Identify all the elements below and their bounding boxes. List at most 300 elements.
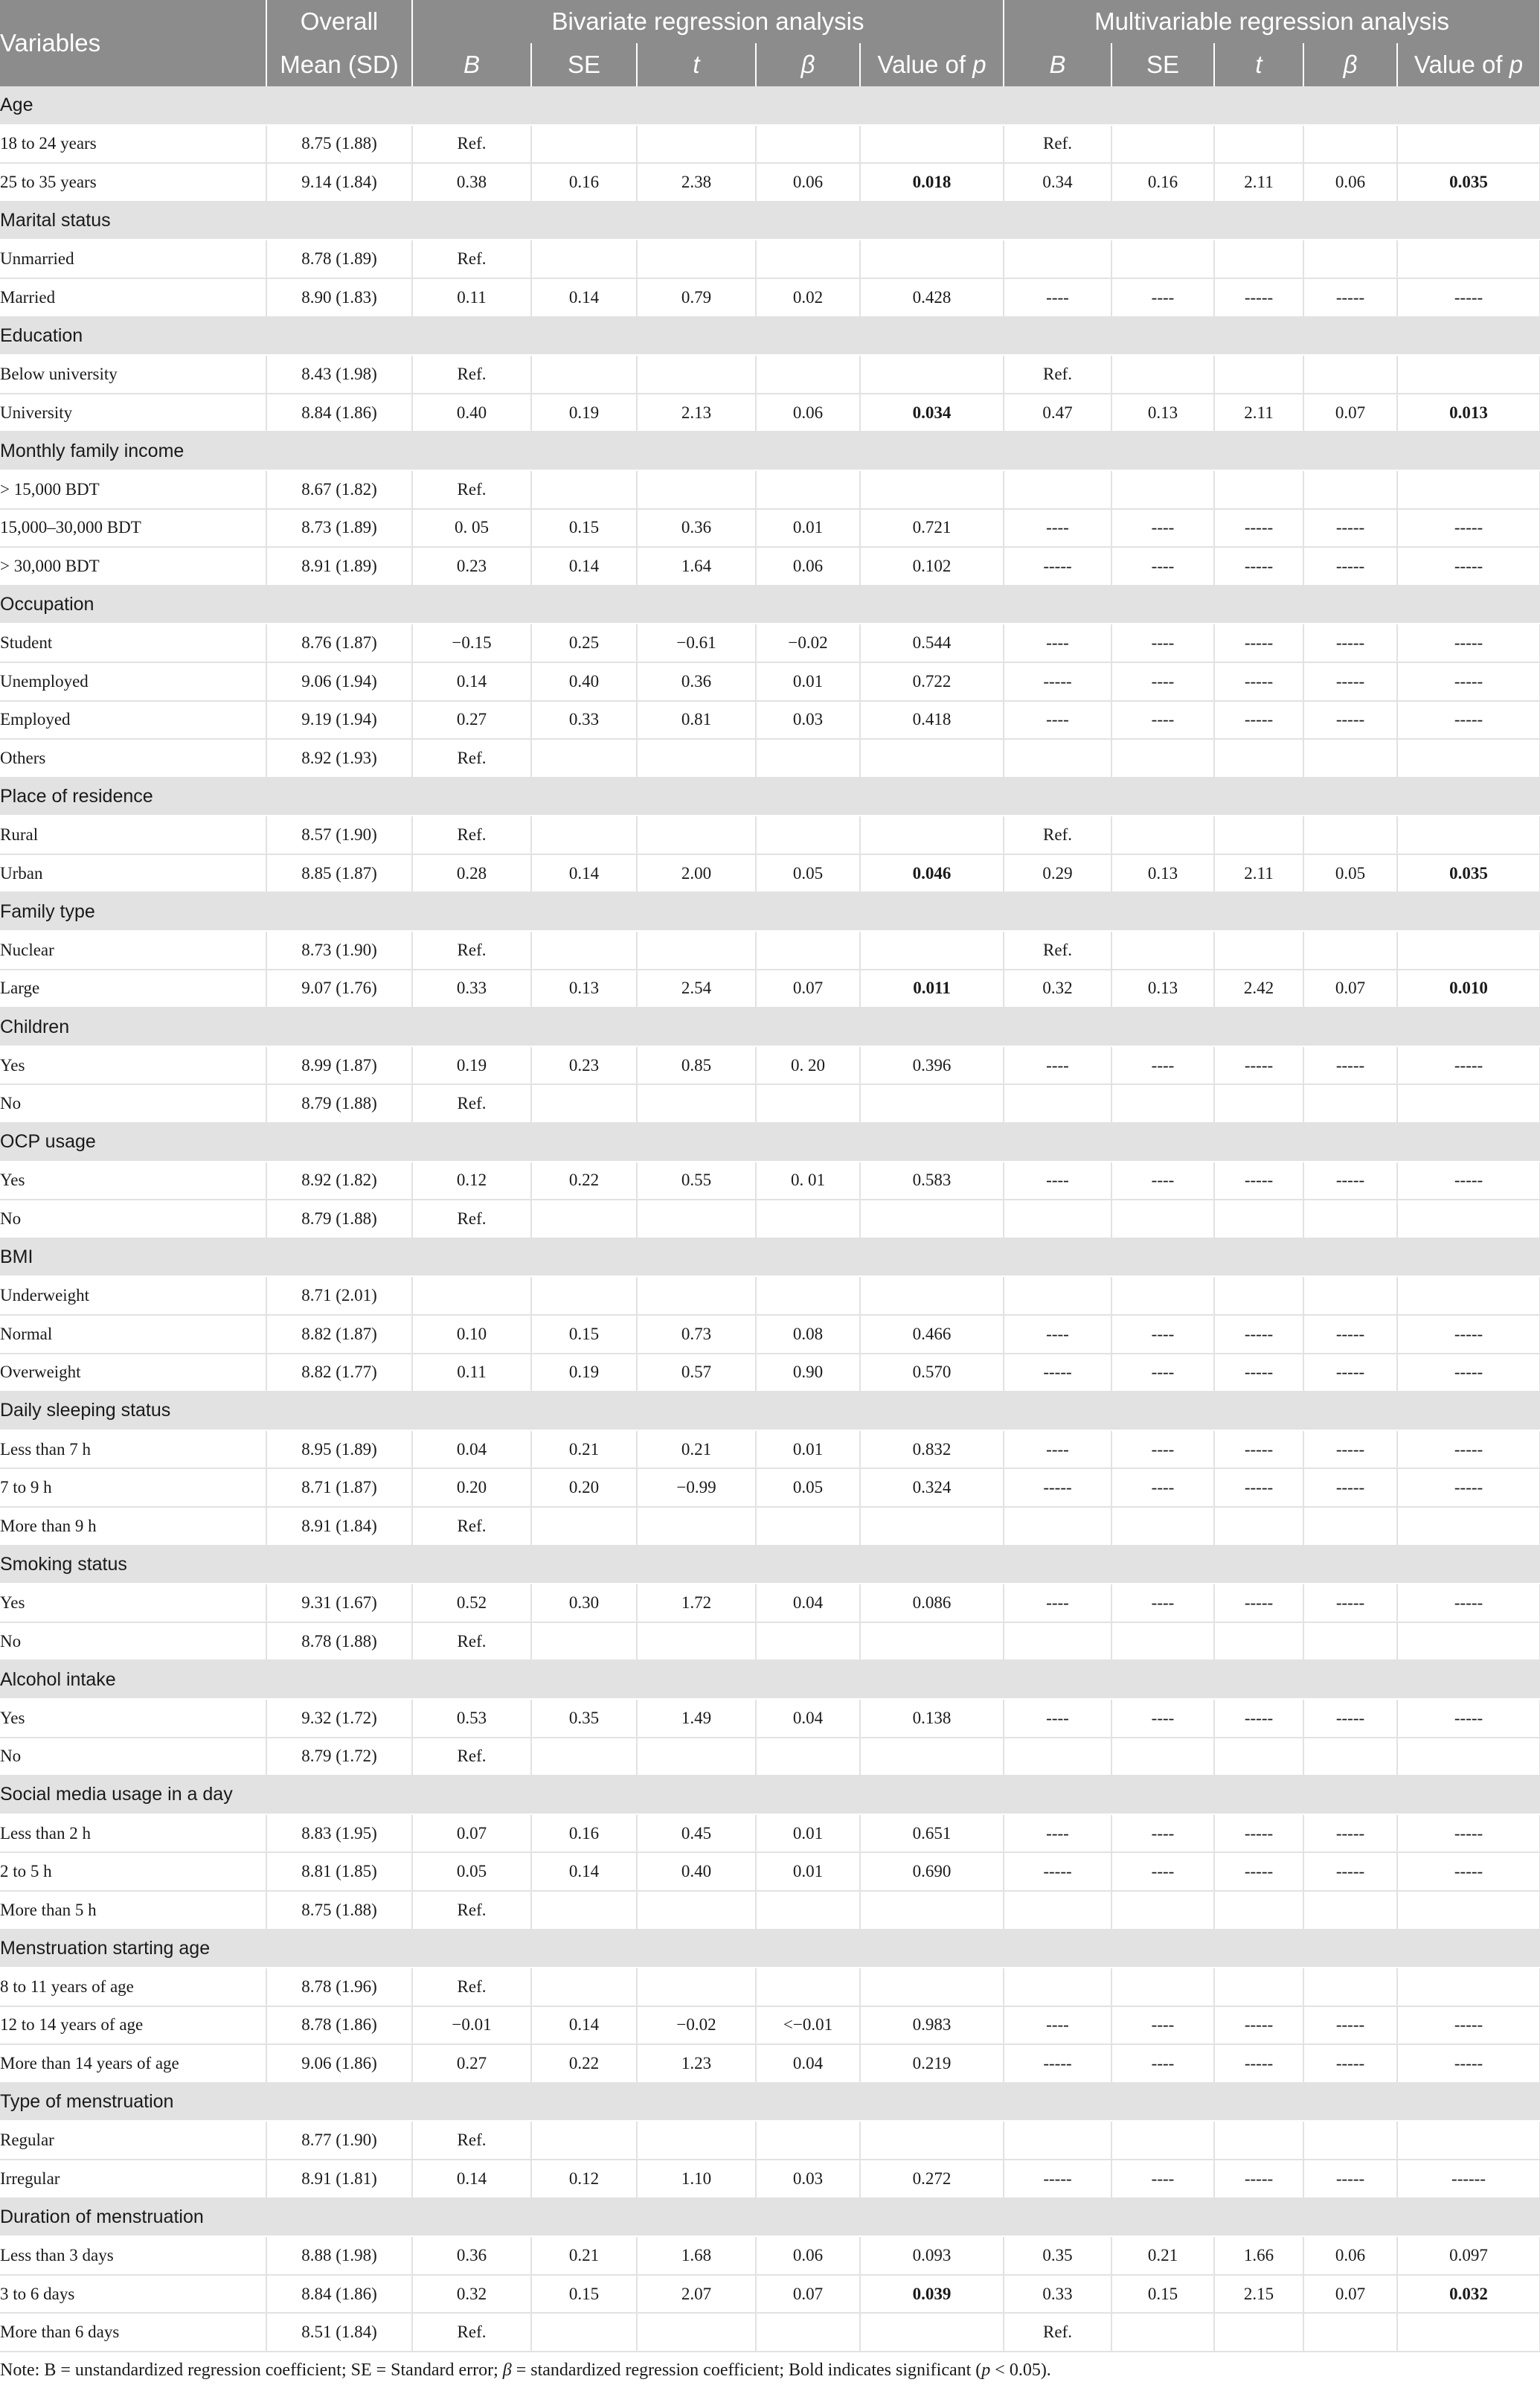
row-label: 18 to 24 years (0, 125, 266, 164)
b-cell: Ref. (412, 2121, 531, 2160)
b-cell: 0.40 (412, 394, 531, 432)
header-row-1 (0, 0, 1540, 43)
t-multi-cell (1214, 1738, 1303, 1776)
p-value-multi-cell (1397, 1507, 1540, 1546)
category-row (0, 2083, 1540, 2122)
t-cell (637, 470, 756, 509)
table-row (0, 1315, 1540, 1354)
beta-multi-cell: 0.06 (1303, 163, 1397, 202)
category-row (0, 2198, 1540, 2237)
beta-multi-cell: ----- (1303, 1046, 1397, 1085)
p-value-multi-cell: ----- (1397, 509, 1540, 548)
p-value-cell (860, 355, 1004, 394)
b-multi-cell: ---- (1004, 624, 1111, 662)
t-cell: 1.68 (637, 2236, 756, 2275)
t-multi-cell: ----- (1214, 1046, 1303, 1085)
p-value-multi-cell (1397, 1738, 1540, 1776)
mean-sd-cell: 8.92 (1.93) (266, 739, 412, 778)
t-cell: 0.21 (637, 1430, 756, 1469)
se-multi-cell: 0.21 (1111, 2236, 1214, 2275)
se-cell: 0.12 (531, 2160, 637, 2198)
p-value-multi-cell (1397, 1622, 1540, 1661)
row-label: > 15,000 BDT (0, 470, 266, 509)
category-row (0, 86, 1540, 125)
p-value-multi-cell: ----- (1397, 624, 1540, 662)
table-row (0, 1084, 1540, 1123)
se-cell: 0.14 (531, 547, 637, 586)
beta-multi-cell: ----- (1303, 278, 1397, 317)
beta-cell: 0.03 (756, 2160, 860, 2198)
t-cell (637, 125, 756, 164)
row-label: Large (0, 970, 266, 1008)
beta-cell: 0.01 (756, 1814, 860, 1853)
b-cell: Ref. (412, 1507, 531, 1546)
mean-sd-cell: 8.75 (1.88) (266, 125, 412, 164)
table-row (0, 2160, 1540, 2198)
b-cell: Ref. (412, 931, 531, 970)
p-value-cell: 0.690 (860, 1852, 1004, 1891)
b-multi-cell: ----- (1004, 1852, 1111, 1891)
table-row (0, 1200, 1540, 1238)
p-value-cell (860, 1738, 1004, 1776)
header-p-letter: p (972, 51, 986, 78)
beta-cell: −0.02 (756, 624, 860, 662)
se-multi-cell (1111, 1200, 1214, 1238)
b-multi-cell (1004, 1200, 1111, 1238)
se-cell (531, 470, 637, 509)
header-beta-multi: β (1303, 43, 1397, 86)
p-value-cell (860, 1200, 1004, 1238)
mean-sd-cell: 8.92 (1.82) (266, 1162, 412, 1200)
category-title: Education (0, 317, 1540, 356)
category-title: Place of residence (0, 778, 1540, 816)
table-row (0, 2313, 1540, 2352)
t-cell (637, 2121, 756, 2160)
t-cell (637, 1084, 756, 1123)
p-value-multi-cell (1397, 240, 1540, 278)
t-multi-cell (1214, 2313, 1303, 2352)
se-multi-cell (1111, 355, 1214, 394)
b-multi-cell: ----- (1004, 547, 1111, 586)
beta-cell (756, 739, 860, 778)
b-cell: 0.27 (412, 701, 531, 740)
row-label: Underweight (0, 1276, 266, 1315)
b-cell: Ref. (412, 1622, 531, 1661)
se-cell: 0.30 (531, 1584, 637, 1622)
b-cell: 0.33 (412, 970, 531, 1008)
se-multi-cell: 0.13 (1111, 854, 1214, 893)
beta-cell (756, 931, 860, 970)
beta-multi-cell (1303, 1507, 1397, 1546)
header-mean-sd: Mean (SD) (266, 43, 412, 86)
se-multi-cell: ---- (1111, 1315, 1214, 1354)
beta-cell: 0.01 (756, 662, 860, 701)
p-value-cell: 0.428 (860, 278, 1004, 317)
b-cell: 0.14 (412, 662, 531, 701)
beta-cell (756, 1276, 860, 1315)
se-multi-cell (1111, 1968, 1214, 2006)
t-multi-cell (1214, 1891, 1303, 1930)
mean-sd-cell: 8.76 (1.87) (266, 624, 412, 662)
header-p-label-multi: Value of (1414, 51, 1503, 78)
beta-multi-cell (1303, 816, 1397, 854)
row-label: More than 9 h (0, 1507, 266, 1546)
mean-sd-cell: 8.99 (1.87) (266, 1046, 412, 1085)
row-label: 3 to 6 days (0, 2275, 266, 2314)
t-multi-cell (1214, 240, 1303, 278)
table-row (0, 2236, 1540, 2275)
mean-sd-cell: 8.78 (1.88) (266, 1622, 412, 1661)
se-multi-cell: 0.13 (1111, 394, 1214, 432)
beta-cell: 0.04 (756, 1584, 860, 1622)
p-value-multi-cell: 0.097 (1397, 2236, 1540, 2275)
t-cell (637, 355, 756, 394)
beta-multi-cell: ----- (1303, 1354, 1397, 1392)
row-label: 12 to 14 years of age (0, 2006, 266, 2045)
t-multi-cell: 2.42 (1214, 970, 1303, 1008)
table-row (0, 1046, 1540, 1085)
mean-sd-cell: 8.71 (2.01) (266, 1276, 412, 1315)
table-row (0, 739, 1540, 778)
b-cell: Ref. (412, 240, 531, 278)
beta-multi-cell: ----- (1303, 509, 1397, 548)
table-row (0, 2275, 1540, 2314)
row-label: 15,000–30,000 BDT (0, 509, 266, 548)
t-multi-cell: ----- (1214, 1699, 1303, 1738)
beta-multi-cell: ----- (1303, 547, 1397, 586)
t-cell: −0.61 (637, 624, 756, 662)
mean-sd-cell: 9.14 (1.84) (266, 163, 412, 202)
table-row (0, 931, 1540, 970)
b-cell: Ref. (412, 1084, 531, 1123)
mean-sd-cell: 9.06 (1.86) (266, 2044, 412, 2083)
t-multi-cell: ----- (1214, 1354, 1303, 1392)
t-cell: 1.10 (637, 2160, 756, 2198)
t-cell (637, 1507, 756, 1546)
beta-cell (756, 1084, 860, 1123)
table-row (0, 1468, 1540, 1507)
row-label: More than 14 years of age (0, 2044, 266, 2083)
b-cell: 0.38 (412, 163, 531, 202)
t-multi-cell: ----- (1214, 624, 1303, 662)
se-cell (531, 355, 637, 394)
b-multi-cell (1004, 1738, 1111, 1776)
b-cell: −0.01 (412, 2006, 531, 2045)
se-cell (531, 240, 637, 278)
p-value-cell: 0.039 (860, 2275, 1004, 2314)
beta-multi-cell: 0.07 (1303, 394, 1397, 432)
p-value-cell: 0.418 (860, 701, 1004, 740)
category-title: Age (0, 86, 1540, 125)
table-row (0, 1584, 1540, 1622)
category-title: Monthly family income (0, 432, 1540, 470)
se-cell: 0.22 (531, 2044, 637, 2083)
se-multi-cell: ---- (1111, 1468, 1214, 1507)
t-cell: 0.73 (637, 1315, 756, 1354)
t-multi-cell (1214, 739, 1303, 778)
row-label: University (0, 394, 266, 432)
header-se-multi: SE (1111, 43, 1214, 86)
table-row (0, 624, 1540, 662)
mean-sd-cell: 8.73 (1.89) (266, 509, 412, 548)
se-multi-cell (1111, 931, 1214, 970)
b-cell: −0.15 (412, 624, 531, 662)
mean-sd-cell: 8.78 (1.96) (266, 1968, 412, 2006)
mean-sd-cell: 8.95 (1.89) (266, 1430, 412, 1469)
p-value-cell (860, 931, 1004, 970)
b-cell: 0.36 (412, 2236, 531, 2275)
t-multi-cell: ----- (1214, 1814, 1303, 1853)
p-value-multi-cell: 0.032 (1397, 2275, 1540, 2314)
b-multi-cell: 0.35 (1004, 2236, 1111, 2275)
se-cell: 0.15 (531, 2275, 637, 2314)
se-multi-cell (1111, 1084, 1214, 1123)
p-value-multi-cell: ----- (1397, 547, 1540, 586)
b-cell: 0.20 (412, 1468, 531, 1507)
se-cell: 0.21 (531, 1430, 637, 1469)
table-row (0, 1430, 1540, 1469)
b-multi-cell (1004, 739, 1111, 778)
table-row (0, 2044, 1540, 2083)
category-title: Alcohol intake (0, 1660, 1540, 1699)
p-value-multi-cell (1397, 470, 1540, 509)
p-value-multi-cell (1397, 2313, 1540, 2352)
p-value-cell: 0.544 (860, 624, 1004, 662)
b-multi-cell (1004, 2121, 1111, 2160)
category-title: Social media usage in a day (0, 1776, 1540, 1814)
row-label: Irregular (0, 2160, 266, 2198)
se-cell (531, 931, 637, 970)
b-multi-cell (1004, 1276, 1111, 1315)
table-row (0, 2006, 1540, 2045)
header-overall: Overall (266, 0, 412, 43)
t-cell: 1.64 (637, 547, 756, 586)
se-cell: 0.20 (531, 1468, 637, 1507)
p-value-multi-cell: ----- (1397, 1468, 1540, 1507)
t-cell: 0.55 (637, 1162, 756, 1200)
t-multi-cell (1214, 1968, 1303, 2006)
b-multi-cell: 0.33 (1004, 2275, 1111, 2314)
t-cell: 2.13 (637, 394, 756, 432)
t-cell: −0.02 (637, 2006, 756, 2045)
t-cell (637, 1622, 756, 1661)
category-row (0, 1776, 1540, 1814)
table-row (0, 1891, 1540, 1930)
p-value-multi-cell: ----- (1397, 1814, 1540, 1853)
se-cell: 0.40 (531, 662, 637, 701)
se-cell (531, 1891, 637, 1930)
beta-multi-cell (1303, 2313, 1397, 2352)
se-cell (531, 1622, 637, 1661)
p-value-cell (860, 1968, 1004, 2006)
t-cell (637, 931, 756, 970)
se-cell: 0.25 (531, 624, 637, 662)
b-multi-cell: ---- (1004, 1584, 1111, 1622)
beta-multi-cell: 0.07 (1303, 2275, 1397, 2314)
category-title: BMI (0, 1238, 1540, 1277)
se-multi-cell (1111, 470, 1214, 509)
category-title: Menstruation starting age (0, 1930, 1540, 1968)
mean-sd-cell: 8.51 (1.84) (266, 2313, 412, 2352)
t-multi-cell (1214, 470, 1303, 509)
b-cell: 0.27 (412, 2044, 531, 2083)
mean-sd-cell: 8.73 (1.90) (266, 931, 412, 970)
table-row (0, 1354, 1540, 1392)
se-multi-cell: ---- (1111, 278, 1214, 317)
b-cell: 0.05 (412, 1852, 531, 1891)
table-row (0, 1622, 1540, 1661)
beta-cell: 0.04 (756, 1699, 860, 1738)
beta-multi-cell (1303, 1622, 1397, 1661)
p-value-cell (860, 240, 1004, 278)
p-value-multi-cell: ----- (1397, 1699, 1540, 1738)
t-multi-cell (1214, 125, 1303, 164)
table-row (0, 970, 1540, 1008)
mean-sd-cell: 9.19 (1.94) (266, 701, 412, 740)
t-cell (637, 1738, 756, 1776)
t-multi-cell: ----- (1214, 1468, 1303, 1507)
category-title: OCP usage (0, 1123, 1540, 1162)
category-title: Smoking status (0, 1546, 1540, 1584)
b-cell: 0.11 (412, 1354, 531, 1392)
p-value-cell (860, 1276, 1004, 1315)
header-b: B (412, 43, 531, 86)
b-multi-cell: ---- (1004, 2006, 1111, 2045)
se-multi-cell: 0.13 (1111, 970, 1214, 1008)
t-cell (637, 739, 756, 778)
se-multi-cell: ---- (1111, 701, 1214, 740)
mean-sd-cell: 8.77 (1.90) (266, 2121, 412, 2160)
p-value-multi-cell: ----- (1397, 701, 1540, 740)
beta-multi-cell: ----- (1303, 2160, 1397, 2198)
t-cell: 0.45 (637, 1814, 756, 1853)
table-row (0, 1814, 1540, 1853)
header-se: SE (531, 43, 637, 86)
category-row (0, 1546, 1540, 1584)
p-value-cell (860, 1622, 1004, 1661)
p-value-multi-cell (1397, 2121, 1540, 2160)
se-cell: 0.14 (531, 278, 637, 317)
t-cell: 0.36 (637, 662, 756, 701)
category-title: Children (0, 1008, 1540, 1046)
beta-cell (756, 355, 860, 394)
category-title: Occupation (0, 586, 1540, 624)
beta-cell: 0.07 (756, 2275, 860, 2314)
beta-cell (756, 816, 860, 854)
se-multi-cell (1111, 2313, 1214, 2352)
beta-multi-cell (1303, 1084, 1397, 1123)
row-label: Less than 2 h (0, 1814, 266, 1853)
mean-sd-cell: 9.06 (1.94) (266, 662, 412, 701)
b-cell: 0.07 (412, 1814, 531, 1853)
p-value-multi-cell: ----- (1397, 1354, 1540, 1392)
header-beta: β (756, 43, 860, 86)
p-value-cell: 0.324 (860, 1468, 1004, 1507)
b-multi-cell (1004, 470, 1111, 509)
se-cell: 0.16 (531, 163, 637, 202)
row-label: No (0, 1622, 266, 1661)
row-label: Regular (0, 2121, 266, 2160)
row-label: Married (0, 278, 266, 317)
se-multi-cell: ---- (1111, 662, 1214, 701)
beta-cell: 0.03 (756, 701, 860, 740)
beta-multi-cell: ----- (1303, 1584, 1397, 1622)
table-row (0, 278, 1540, 317)
beta-multi-cell (1303, 470, 1397, 509)
se-cell (531, 1507, 637, 1546)
se-multi-cell (1111, 739, 1214, 778)
mean-sd-cell: 9.32 (1.72) (266, 1699, 412, 1738)
t-cell (637, 1276, 756, 1315)
b-cell: 0.12 (412, 1162, 531, 1200)
se-cell: 0.21 (531, 2236, 637, 2275)
table-row (0, 163, 1540, 202)
b-cell: 0.04 (412, 1430, 531, 1469)
se-cell (531, 1968, 637, 2006)
beta-cell (756, 125, 860, 164)
t-multi-cell (1214, 816, 1303, 854)
t-cell (637, 240, 756, 278)
note-part3: < 0.05). (990, 2360, 1051, 2380)
t-multi-cell: ----- (1214, 1162, 1303, 1200)
header-multivariable: Multivariable regression analysis (1004, 0, 1540, 43)
t-multi-cell (1214, 1084, 1303, 1123)
p-value-cell: 0.046 (860, 854, 1004, 893)
beta-multi-cell (1303, 1276, 1397, 1315)
row-label: More than 6 days (0, 2313, 266, 2352)
beta-cell: 0.05 (756, 854, 860, 893)
p-value-multi-cell: ----- (1397, 1046, 1540, 1085)
t-multi-cell (1214, 931, 1303, 970)
beta-multi-cell (1303, 1200, 1397, 1238)
p-value-multi-cell: ----- (1397, 1852, 1540, 1891)
p-value-cell: 0.466 (860, 1315, 1004, 1354)
se-multi-cell: ---- (1111, 2160, 1214, 2198)
se-multi-cell: ---- (1111, 2044, 1214, 2083)
category-row (0, 1123, 1540, 1162)
t-multi-cell (1214, 1622, 1303, 1661)
se-cell: 0.13 (531, 970, 637, 1008)
se-cell: 0.15 (531, 1315, 637, 1354)
mean-sd-cell: 8.81 (1.85) (266, 1852, 412, 1891)
se-multi-cell: ---- (1111, 1814, 1214, 1853)
b-cell: 0.28 (412, 854, 531, 893)
t-cell: 0.57 (637, 1354, 756, 1392)
b-multi-cell (1004, 1084, 1111, 1123)
row-label: No (0, 1738, 266, 1776)
row-label: Below university (0, 355, 266, 394)
note-p: p (981, 2360, 991, 2380)
b-cell: 0.53 (412, 1699, 531, 1738)
category-title: Family type (0, 892, 1540, 931)
header-bivariate: Bivariate regression analysis (412, 0, 1004, 43)
p-value-cell: 0.570 (860, 1354, 1004, 1392)
se-multi-cell: 0.15 (1111, 2275, 1214, 2314)
row-label: Yes (0, 1162, 266, 1200)
beta-cell: 0.06 (756, 163, 860, 202)
beta-cell (756, 2121, 860, 2160)
t-multi-cell (1214, 1276, 1303, 1315)
se-multi-cell (1111, 1622, 1214, 1661)
p-value-cell: 0.034 (860, 394, 1004, 432)
t-multi-cell: ----- (1214, 1852, 1303, 1891)
beta-cell (756, 1622, 860, 1661)
table-row (0, 1852, 1540, 1891)
t-multi-cell: ----- (1214, 509, 1303, 548)
se-cell: 0.14 (531, 2006, 637, 2045)
beta-cell (756, 2313, 860, 2352)
se-cell: 0.16 (531, 1814, 637, 1853)
